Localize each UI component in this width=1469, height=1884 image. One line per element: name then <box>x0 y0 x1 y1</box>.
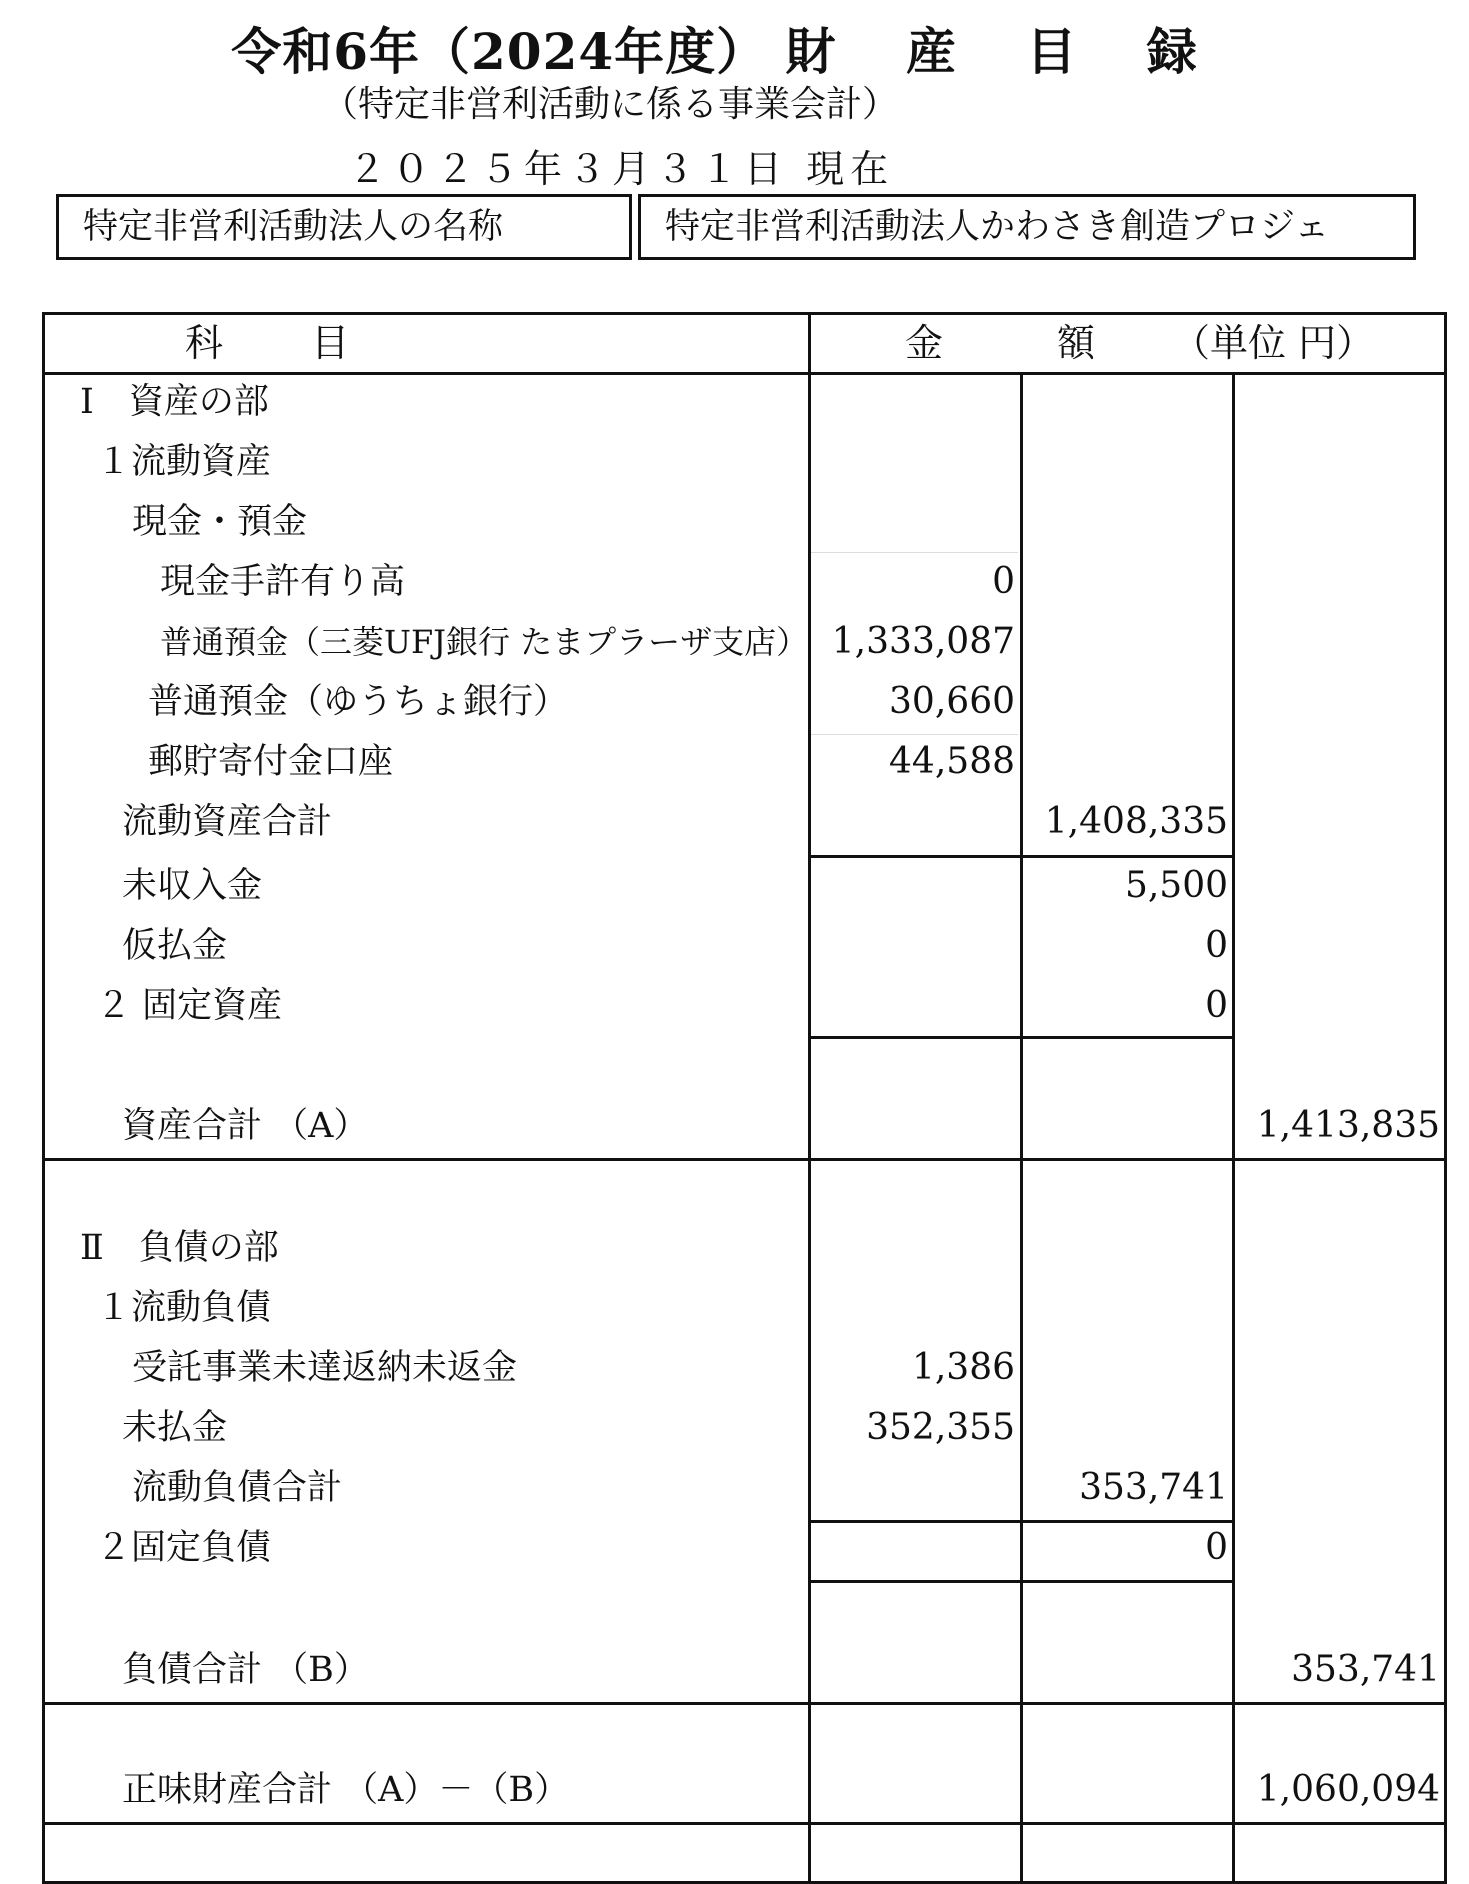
table-row-label: 負債合計 （B） <box>122 1650 369 1690</box>
table-row-label: ２固定負債 <box>96 1528 272 1568</box>
table-cell-amount: 44,588 <box>889 741 1015 782</box>
org-name-label: 特定非営利活動法人の名称 <box>56 194 632 260</box>
org-name-value: 特定非営利活動法人かわさき創造プロジェ <box>638 194 1416 260</box>
table-row-label: Ⅱ 負債の部 <box>80 1228 279 1268</box>
table-row-label: 仮払金 <box>122 926 228 966</box>
document-date: ２０２５年３月３１日 現在 <box>348 147 895 191</box>
table-row-label: 現金手許有り高 <box>160 562 406 602</box>
table-cell-amount: 5,500 <box>1124 865 1228 906</box>
table-row-label: 資産合計 （A） <box>122 1106 369 1146</box>
table-cell-amount: 30,660 <box>889 681 1015 722</box>
table-cell-amount: 0 <box>992 561 1015 602</box>
table-row-label: 現金・預金 <box>132 502 308 542</box>
table-cell-amount: 1,413,835 <box>1256 1105 1440 1146</box>
document-subtitle: （特定非営利活動に係る事業会計） <box>322 84 899 125</box>
table-row-label: 未収入金 <box>122 866 263 906</box>
table-cell-amount: 0 <box>1205 925 1228 966</box>
table-row-label: 普通預金（ゆうちょ銀行） <box>148 682 569 722</box>
table-row-label: １流動資産 <box>96 442 272 482</box>
table-row-label: 受託事業未達返納未返金 <box>132 1348 518 1388</box>
table-row-label: Ⅰ 資産の部 <box>80 382 269 422</box>
unit-header: （単位 円） <box>1172 321 1375 365</box>
table-cell-amount: 353,741 <box>1291 1649 1440 1690</box>
subject-header: 科 目 <box>185 321 350 365</box>
amount-header: 金 額 <box>905 321 1096 365</box>
table-cell-amount: 352,355 <box>866 1407 1015 1448</box>
table-row-label: 未払金 <box>122 1408 228 1448</box>
table-row-label: 正味財産合計 （A）－（B） <box>122 1770 570 1810</box>
table-row-label: 流動負債合計 <box>132 1468 343 1508</box>
table-cell-amount: 1,408,335 <box>1044 801 1228 842</box>
table-cell-amount: 353,741 <box>1079 1467 1228 1508</box>
table-row-label: 流動資産合計 <box>122 802 333 842</box>
table-cell-amount: 1,333,087 <box>831 621 1015 662</box>
table-cell-amount: 1,386 <box>911 1347 1015 1388</box>
table-cell-amount: 0 <box>1205 1527 1228 1568</box>
document-title: 令和6年（2024年度） 財 産 目 録 <box>231 22 1198 81</box>
table-row-label: １流動負債 <box>96 1288 272 1328</box>
table-row-label: ２ 固定資産 <box>96 986 283 1026</box>
table-cell-amount: 1,060,094 <box>1256 1769 1440 1810</box>
table-row-label: 普通預金（三菱UFJ銀行 たまプラーザ支店） <box>160 623 809 661</box>
table-cell-amount: 0 <box>1205 985 1228 1026</box>
table-row-label: 郵貯寄付金口座 <box>148 742 394 782</box>
